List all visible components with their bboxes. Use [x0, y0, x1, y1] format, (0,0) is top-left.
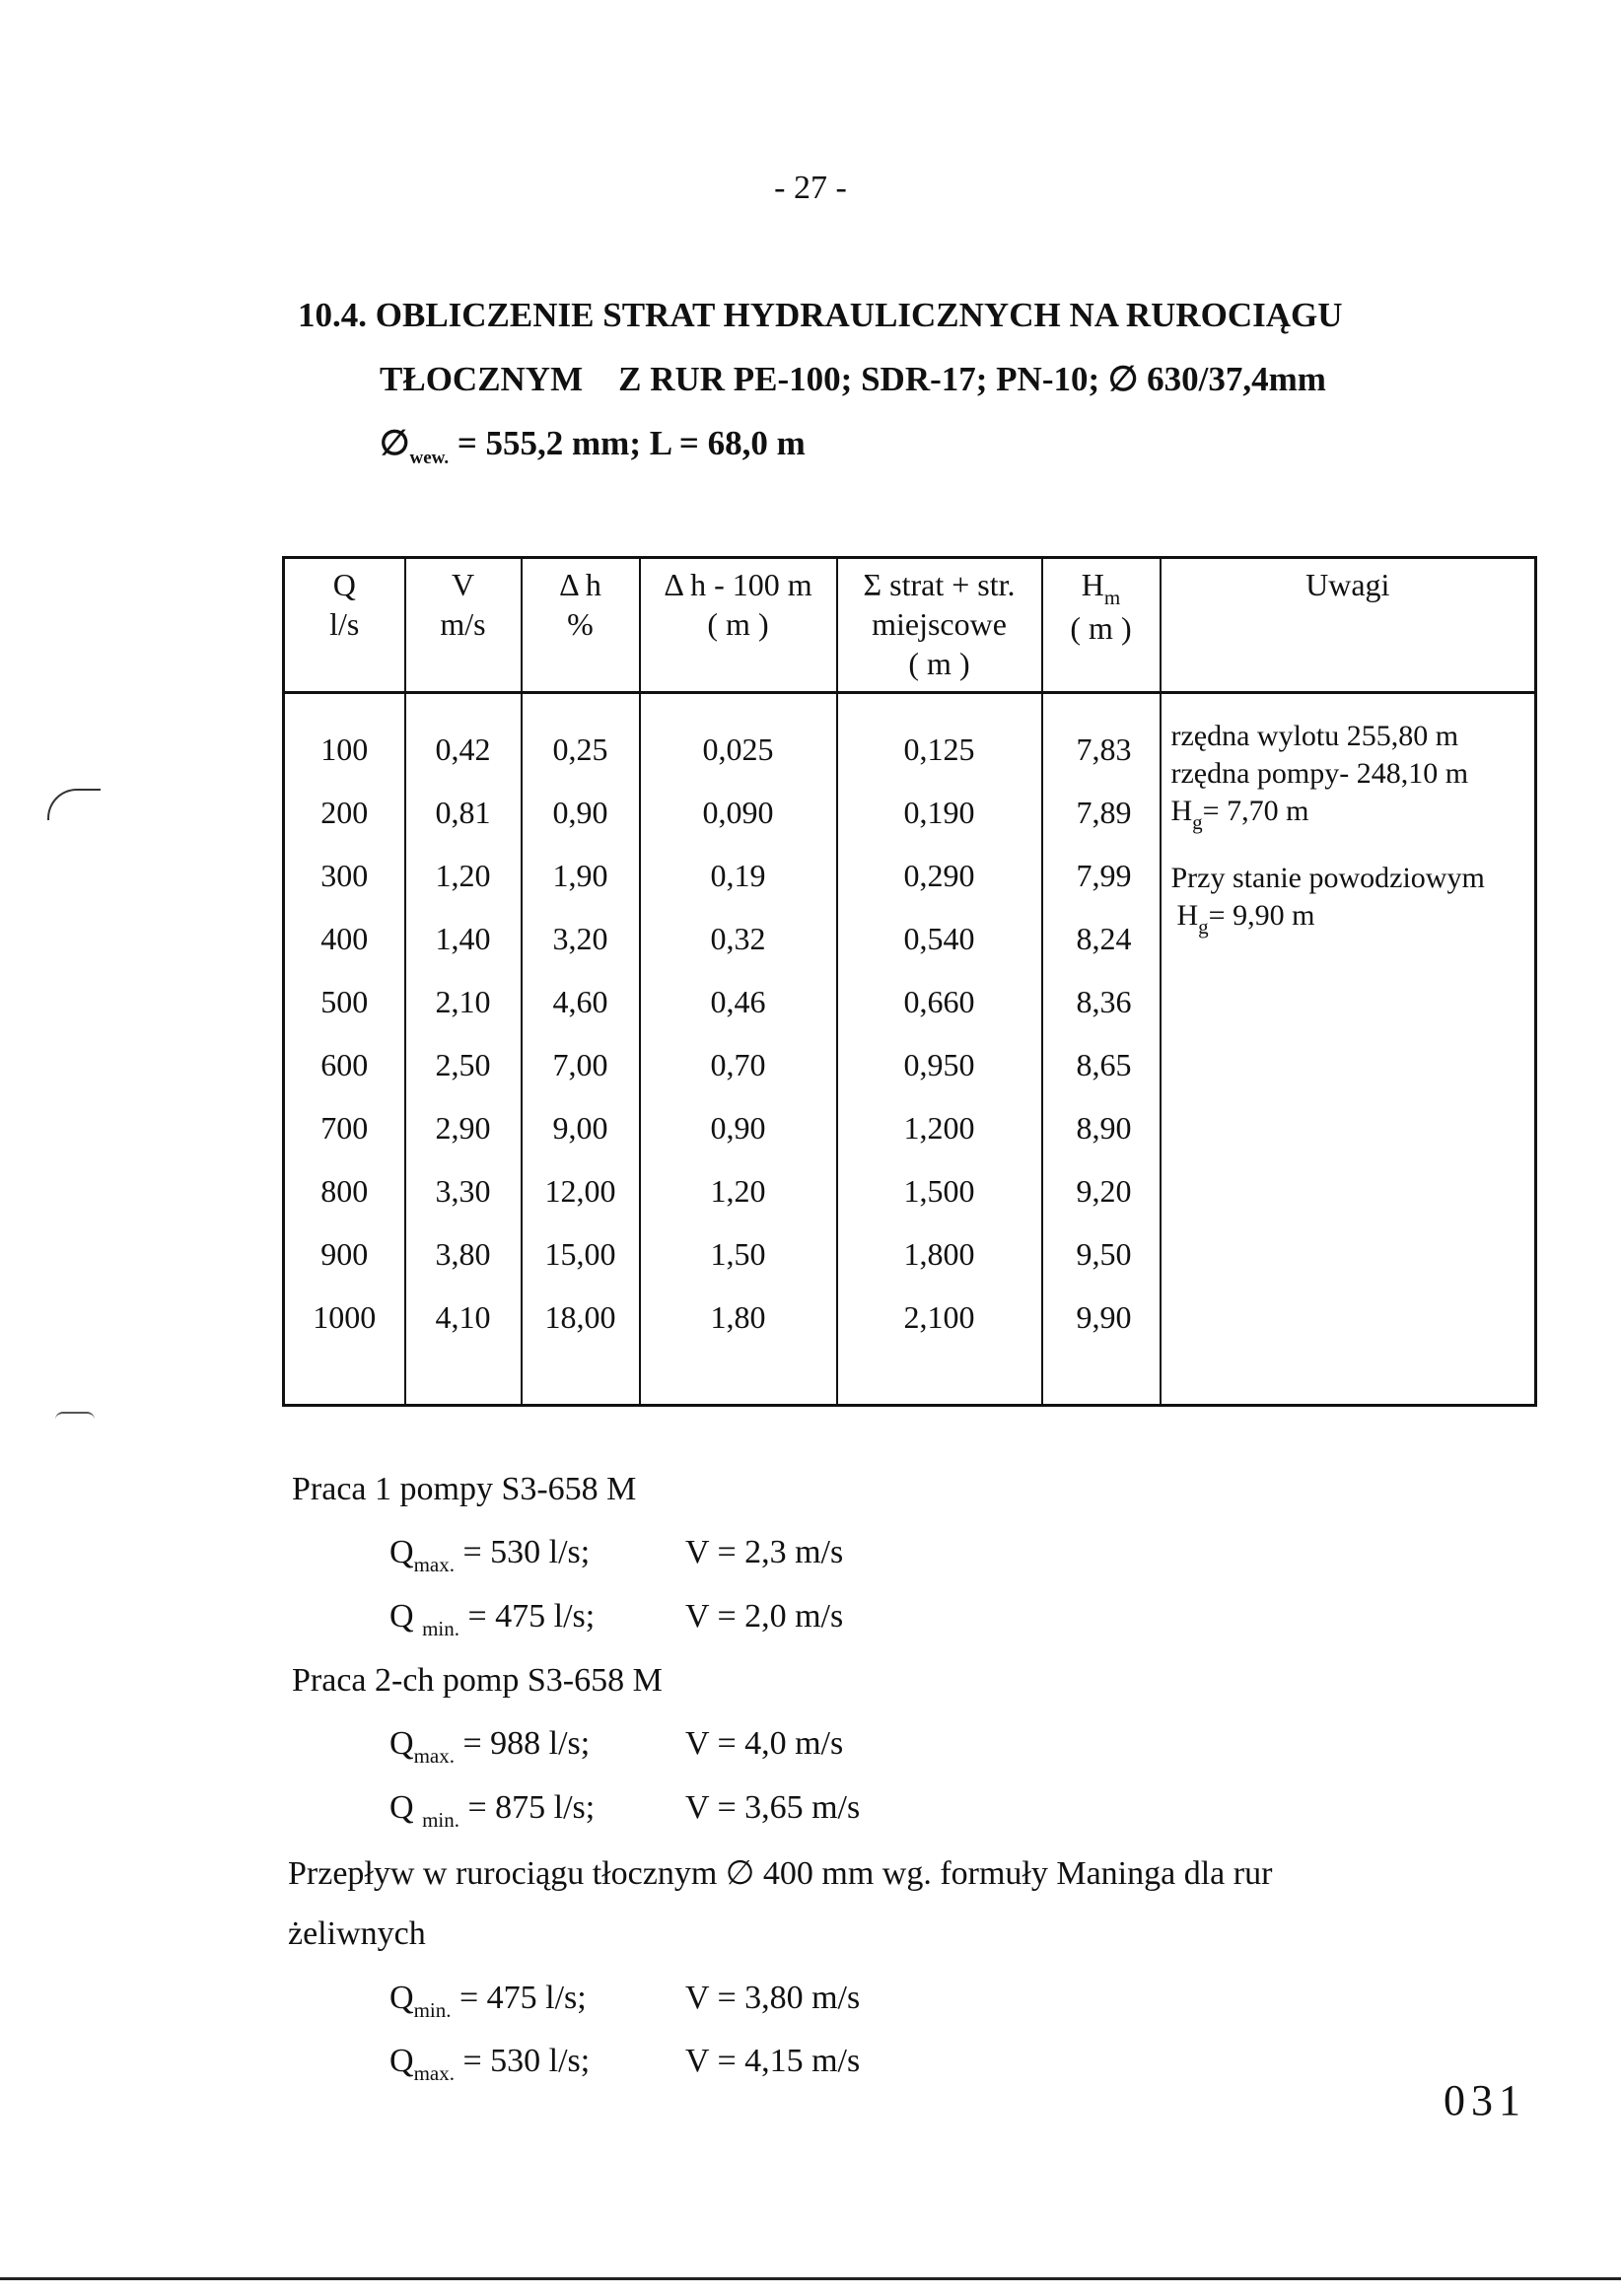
cell-hm: 8,65: [1042, 1033, 1161, 1096]
section-heading-line3: [380, 424, 806, 468]
flow-qmax-row: $Q_{max.} = 530$ l/s; V = 4,15 m/s: [389, 2043, 861, 2085]
cell-v: 2,90: [405, 1096, 522, 1159]
cell-dh: 12,00: [522, 1159, 640, 1222]
cell-q: 700: [284, 1096, 405, 1159]
header-strat: Σ strat + str. miejscowe ( m ): [837, 558, 1042, 693]
diameter-symbol: ∅: [380, 424, 410, 462]
cell-dh: 18,00: [522, 1286, 640, 1406]
bottom-divider: [0, 2277, 1621, 2280]
cell-hm: 8,24: [1042, 907, 1161, 970]
cell-v: 3,30: [405, 1159, 522, 1222]
cell-v: 0,81: [405, 781, 522, 844]
cell-hm: 8,90: [1042, 1096, 1161, 1159]
header-dh100: Δ h - 100 m ( m ): [640, 558, 837, 693]
cell-hm: 7,89: [1042, 781, 1161, 844]
cell-dh: 1,90: [522, 844, 640, 907]
remark-hg-flood: $H_g= 9,90$ m: [1176, 899, 1315, 939]
cell-dh: 4,60: [522, 970, 640, 1033]
table-row: [284, 693, 1536, 782]
cell-strat: 0,660: [837, 970, 1042, 1033]
header-hm: $H_m$ ( m ): [1042, 558, 1161, 693]
diameter-length: = 555,2 mm; L = 68,0 m: [449, 424, 806, 462]
remark-flood-label: Przy stanie powodziowym: [1170, 862, 1485, 894]
heading-word: TŁOCZNYM: [380, 360, 584, 398]
cell-strat: 0,540: [837, 907, 1042, 970]
cell-strat: 1,500: [837, 1159, 1042, 1222]
section-heading-line2: [380, 360, 1326, 399]
cell-q: 500: [284, 970, 405, 1033]
cell-dh: 9,00: [522, 1096, 640, 1159]
cell-dh100: 0,090: [640, 781, 837, 844]
cell-dh: 7,00: [522, 1033, 640, 1096]
cell-strat: 1,800: [837, 1222, 1042, 1286]
cell-strat: 2,100: [837, 1286, 1042, 1406]
pump-2-qmin-row: Q $_{min.}$ = 875 l/s; V = 3,65 m/s: [389, 1789, 861, 1832]
cell-hm: 9,90: [1042, 1286, 1161, 1406]
pump-1-label: Praca 1 pompy S3-658 M: [292, 1471, 637, 1507]
page-number: - 27 -: [774, 170, 847, 206]
diameter-subscript: wew.: [409, 448, 450, 468]
header-dh: Δ h %: [522, 558, 640, 693]
cell-dh100: 1,20: [640, 1159, 837, 1222]
cell-hm: 7,99: [1042, 844, 1161, 907]
cell-hm: 9,50: [1042, 1222, 1161, 1286]
cell-dh: 0,25: [522, 693, 640, 782]
section-heading: 10.4. OBLICZENIE STRAT HYDRAULICZNYCH NA RUROCIĄGU: [298, 296, 1343, 334]
cell-v: 2,50: [405, 1033, 522, 1096]
remark-pump-elevation: rzędna pompy- 248,10 m: [1170, 757, 1469, 790]
header-v: V m/s: [405, 558, 522, 693]
cell-q: 100: [284, 693, 405, 782]
cell-dh100: 0,46: [640, 970, 837, 1033]
heading-pipe-spec: Z RUR PE-100; SDR-17; PN-10; ∅ 630/37,4mm: [618, 360, 1326, 398]
cell-q: 900: [284, 1222, 405, 1286]
pump-2-qmax-row: $Q_{max.} = 988$ l/s; V = 4,0 m/s: [389, 1725, 844, 1768]
cell-strat: 0,125: [837, 693, 1042, 782]
cell-hm: 9,20: [1042, 1159, 1161, 1222]
flow-note-line1: Przepływ w rurociągu tłocznym ∅ 400 mm wg. formuły Maninga dla rur: [288, 1855, 1273, 1892]
cell-q: 200: [284, 781, 405, 844]
cell-v: 1,20: [405, 844, 522, 907]
cell-dh100: 0,90: [640, 1096, 837, 1159]
header-uwagi: Uwagi: [1161, 558, 1536, 693]
cell-dh100: 1,50: [640, 1222, 837, 1286]
cell-v: 0,42: [405, 693, 522, 782]
table-header-row: [284, 558, 1536, 693]
cell-dh100: 0,19: [640, 844, 837, 907]
cell-strat: 1,200: [837, 1096, 1042, 1159]
cell-dh100: 0,70: [640, 1033, 837, 1096]
pump-1-qmin-row: Q $_{min.}$ = 475 l/s; V = 2,0 m/s: [389, 1598, 844, 1640]
remark-hg-normal: $H_g= 7,70$ m: [1170, 795, 1309, 834]
cell-q: 800: [284, 1159, 405, 1222]
margin-mark: [55, 1412, 95, 1420]
margin-mark: [47, 789, 101, 820]
cell-dh: 3,20: [522, 907, 640, 970]
cell-q: 1000: [284, 1286, 405, 1406]
header-q: Q l/s: [284, 558, 405, 693]
flow-qmin-row: $Q_{min.} = 475$ l/s; V = 3,80 m/s: [389, 1980, 861, 2022]
cell-dh100: 0,32: [640, 907, 837, 970]
cell-strat: 0,950: [837, 1033, 1042, 1096]
cell-q: 600: [284, 1033, 405, 1096]
page-stamp-number: 031: [1444, 2076, 1526, 2124]
cell-v: 4,10: [405, 1286, 522, 1406]
cell-dh: 15,00: [522, 1222, 640, 1286]
cell-dh: 0,90: [522, 781, 640, 844]
cell-q: 300: [284, 844, 405, 907]
remarks-cell: [1161, 693, 1536, 1406]
cell-dh100: 1,80: [640, 1286, 837, 1406]
cell-strat: 0,290: [837, 844, 1042, 907]
cell-dh100: 0,025: [640, 693, 837, 782]
cell-hm: 7,83: [1042, 693, 1161, 782]
cell-q: 400: [284, 907, 405, 970]
hydraulic-losses-table: [282, 556, 1537, 1407]
cell-v: 3,80: [405, 1222, 522, 1286]
cell-hm: 8,36: [1042, 970, 1161, 1033]
cell-v: 2,10: [405, 970, 522, 1033]
pump-1-qmax-row: $Q_{max.} = 530$ l/s; V = 2,3 m/s: [389, 1534, 844, 1576]
pump-2-label: Praca 2-ch pomp S3-658 M: [292, 1662, 663, 1699]
flow-note-line2: żeliwnych: [288, 1915, 426, 1952]
cell-v: 1,40: [405, 907, 522, 970]
cell-strat: 0,190: [837, 781, 1042, 844]
remark-outlet-elevation: rzędna wylotu 255,80 m: [1170, 720, 1459, 752]
